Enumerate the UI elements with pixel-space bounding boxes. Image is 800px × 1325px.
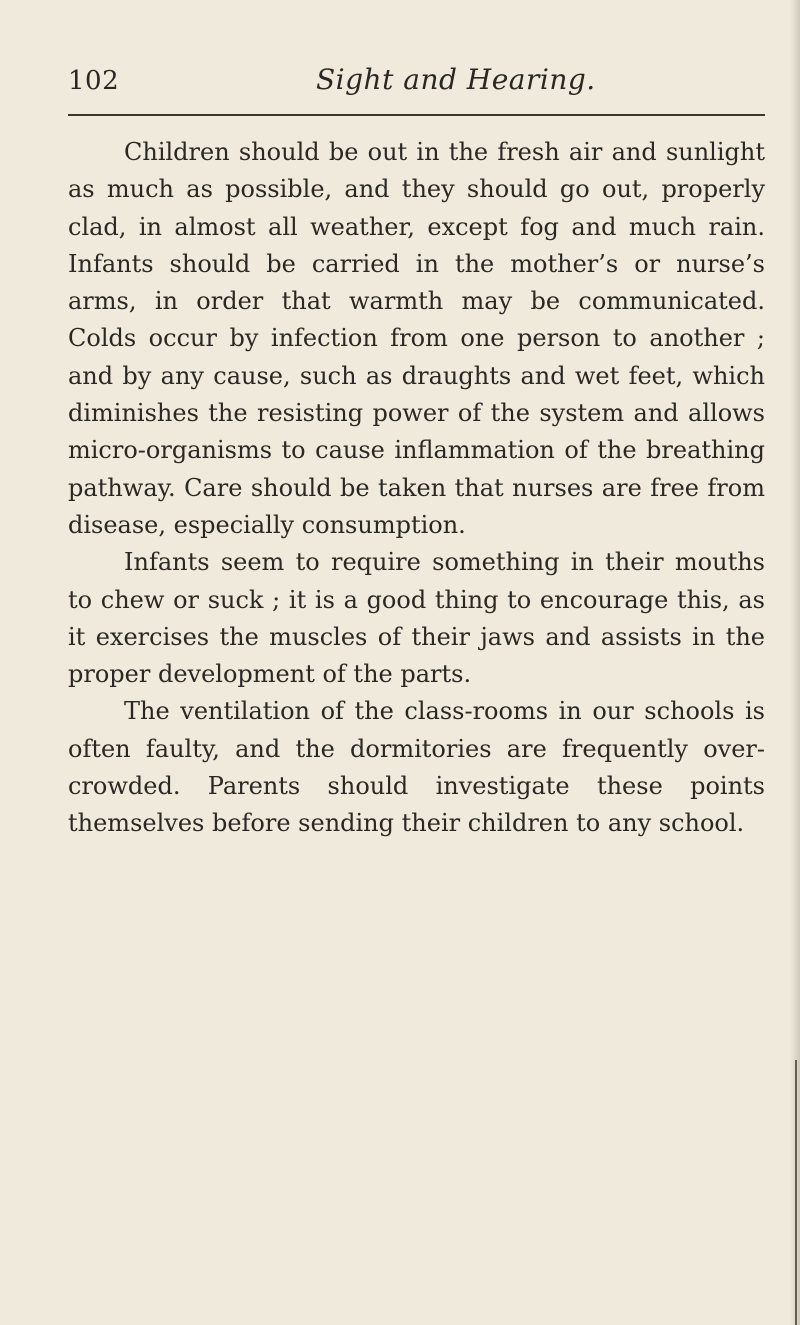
paragraph-ventilation: The ventilation of the class-rooms in our schools is often faulty, and the dormitories are frequently over-crowded. Parents should investigate these points themselves before sending their children to any school. (68, 697, 765, 838)
header-rule (68, 114, 765, 116)
page-number: 102 (68, 66, 120, 96)
body-text (68, 134, 765, 843)
running-head: Sight and Hearing. (316, 63, 596, 96)
page-edge-line (795, 1060, 797, 1325)
paragraph-infants-chew: Infants seem to require something in their mouths to chew or suck ; it is a good thing to encourage this, as it exercises the muscles of their jaws and assists in the proper development of the parts. (68, 548, 765, 689)
paragraph-fresh-air: Children should be out in the fresh air and sunlight as much as possible, and they should go out, properly clad, in almost all weather, except fog and much rain. Infants should be carried in the mother’s or nurse’s arms, in order that warmth may be communicated. Colds occur by infection from one person to another ; and by any cause, such as draughts and wet feet, which diminishes the resisting power of the system and allows micro-organisms to cause inflammation of the breathing pathway. Care should be taken that nurses are free from disease, especially consumption. (68, 138, 765, 539)
